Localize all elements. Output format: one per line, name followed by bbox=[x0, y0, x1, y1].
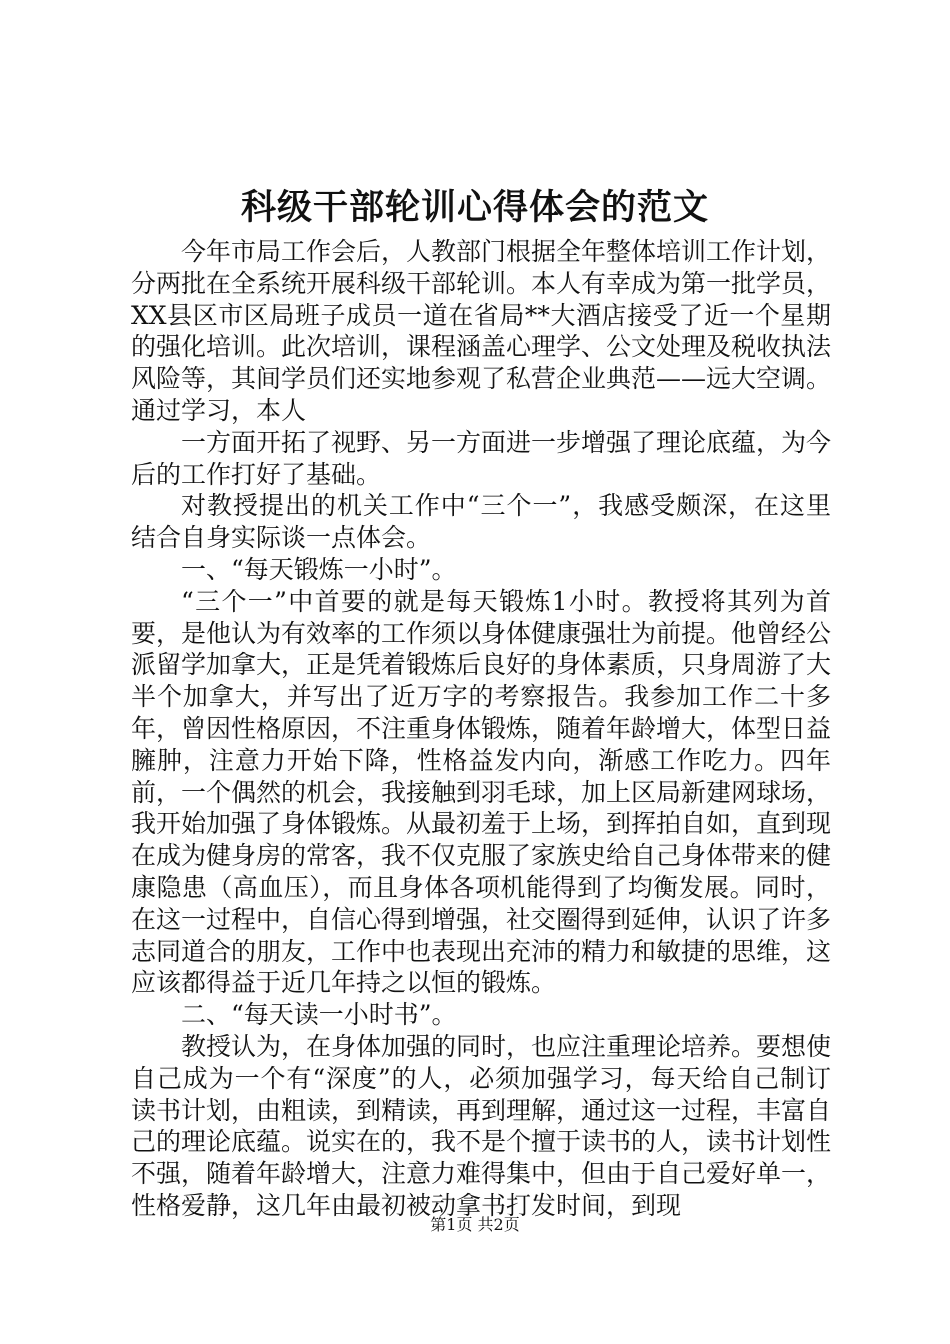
paragraph-gains: 一方面开拓了视野、另一方面进一步增强了理论底蕴，为今后的工作打好了基础。 bbox=[131, 427, 832, 489]
paragraph-reading: 教授认为，在身体加强的同时，也应注重理论培养。要想使自己成为一个有“深度”的人，必须加强学习，每天给自己制订读书计划，由粗读，到精读，再到理解，通过这一过程，丰富自己的理论底蕴。说实在的，我不是个擅于读书的人，读书计划性不强，随着年龄增大，注意力难得集中，但由于自己爱好单一，性格爱静，这几年由最初被动拿书打发时间，到现 bbox=[131, 1031, 832, 1220]
section-heading-exercise: 一、“每天锻炼一小时”。 bbox=[181, 554, 457, 584]
document-body bbox=[131, 236, 831, 1222]
page-footer: 第1页 共2页 bbox=[430, 1215, 520, 1234]
paragraph-exercise: “三个一”中首要的就是每天锻炼1小时。教授将其列为首要，是他认为有效率的工作须以身体健康强壮为前提。他曾经公派留学加拿大，正是凭着锻炼后良好的身体素质，只身周游了大半个加拿大，并写出了近万字的考察报告。我参加工作二十多年，曾因性格原因，不注重身体锻炼，随着年龄增大，体型日益臃肿，注意力开始下降，性格益发内向，渐感工作吃力。四年前，一个偶然的机会，我接触到羽毛球，加上区局新建网球场，我开始加强了身体锻炼。从最初羞于上场，到挥拍自如，直到现在成为健身房的常客，我不仅克服了家族史给自己身体带来的健康隐患（高血压），而且身体各项机能得到了均衡发展。同时，在这一过程中，自信心得到增强，社交圈得到延伸，认识了许多志同道合的朋友，工作中也表现出充沛的精力和敏捷的思维，这应该都得益于近几年持之以恒的锻炼。 bbox=[131, 586, 832, 998]
page-title: 科级干部轮训心得体会的范文 bbox=[240, 187, 709, 228]
paragraph-intro: 今年市局工作会后，人教部门根据全年整体培训工作计划，分两批在全系统开展科级干部轮训。本人有幸成为第一批学员，XX县区市区局班子成员一道在省局**大酒店接受了近一个星期的强化培训。此次培训，课程涵盖心理学、公文处理及税收执法风险等，其间学员们还实地参观了私营企业典范——远大空调。通过学习，本人 bbox=[131, 237, 832, 425]
paragraph-three-ones: 对教授提出的机关工作中“三个一”，我感受颇深，在这里结合自身实际谈一点体会。 bbox=[131, 491, 831, 553]
section-heading-reading: 二、“每天读一小时书”。 bbox=[181, 1000, 457, 1030]
